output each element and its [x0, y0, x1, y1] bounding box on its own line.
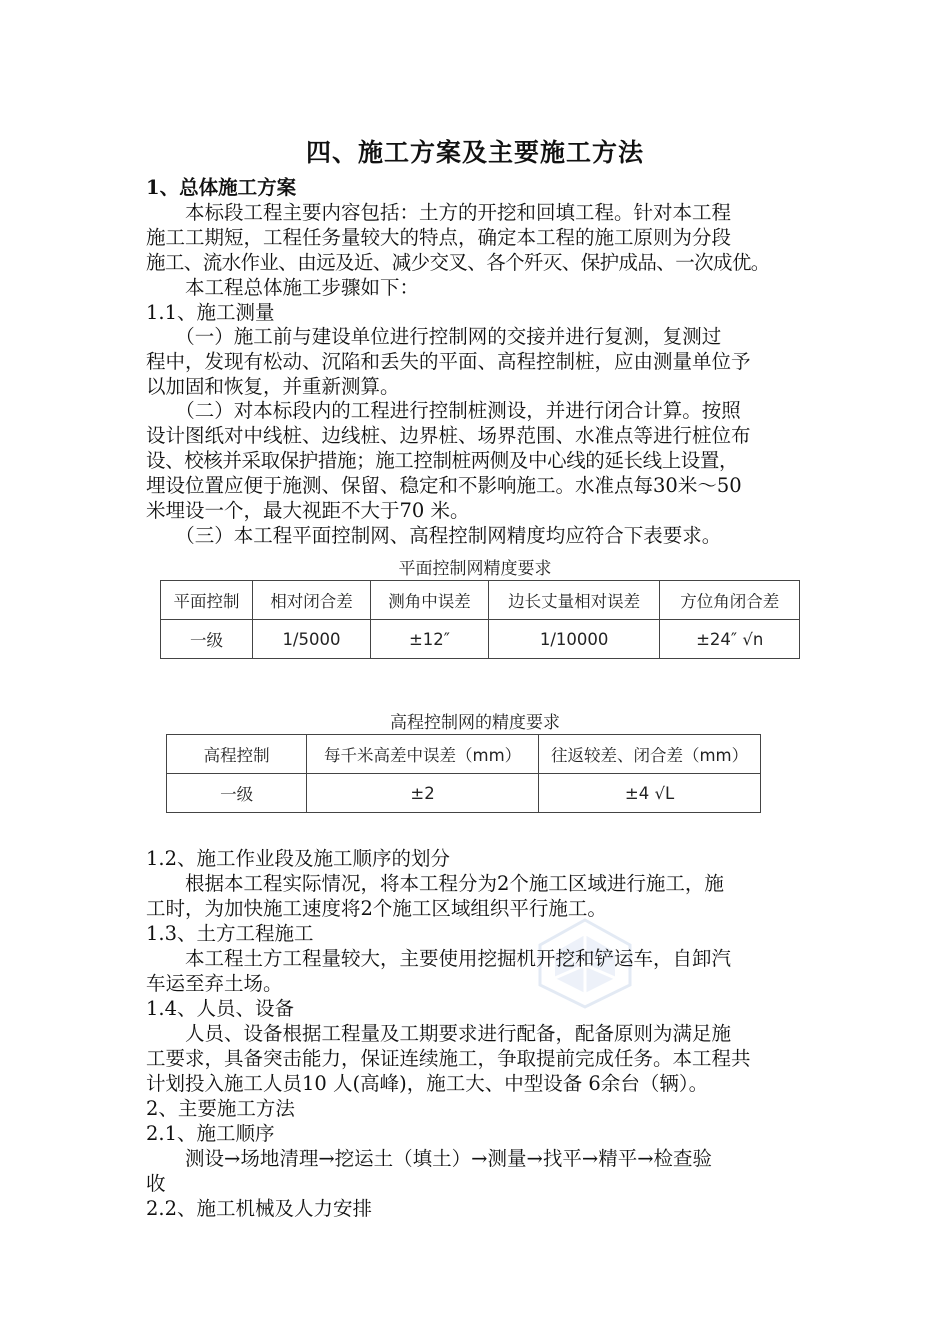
table-header-row: [161, 581, 800, 620]
table-header-cell: 高程控制: [167, 735, 307, 774]
paragraph-line: 设、校核并采取保护措施；施工控制桩两侧及中心线的延长线上设置，: [146, 449, 739, 472]
table-cell: 一级: [161, 620, 253, 659]
paragraph-line: 程中，发现有松动、沉陷和丢失的平面、高程控制桩，应由测量单位予: [146, 350, 751, 373]
paragraph-line: 米埋设一个，最大视距不大于70 米。: [146, 499, 470, 522]
paragraph-line: 本工程土方工程量较大，主要使用挖掘机开挖和铲运车，自卸汽: [146, 947, 732, 970]
table-header-cell: 往返较差、闭合差（mm）: [539, 735, 761, 774]
plane-control-table: [160, 580, 800, 659]
paragraph-line: 测设→场地清理→挖运土（填土）→测量→找平→精平→检查验: [146, 1147, 713, 1170]
page-title: 四、施工方案及主要施工方法: [305, 138, 644, 167]
paragraph-line: 施工、流水作业、由远及近、减少交叉、各个歼灭、保护成品、一次成优。: [146, 251, 770, 274]
table-cell: ±2: [307, 774, 539, 813]
subsection-heading: 1.3、土方工程施工: [146, 922, 314, 945]
paragraph-line: 人员、设备根据工程量及工期要求进行配备，配备原则为满足施: [146, 1022, 732, 1045]
subsection-heading: 1.2、施工作业段及施工顺序的划分: [146, 847, 451, 870]
section-heading: 1、总体施工方案: [146, 176, 297, 199]
paragraph-line: （二）对本标段内的工程进行控制桩测设，并进行闭合计算。按照: [146, 399, 741, 422]
paragraph-line: 埋设位置应便于施测、保留、稳定和不影响施工。水准点每30米～50: [146, 474, 742, 497]
table2-caption: 高程控制网的精度要求: [390, 713, 560, 733]
paragraph-line: 计划投入施工人员10 人(高峰)，施工大、中型设备 6余台（辆）。: [146, 1072, 709, 1095]
table-row: [167, 774, 761, 813]
table-cell: 1/5000: [252, 620, 370, 659]
table-cell: ±12″: [371, 620, 489, 659]
table-cell: ±24″ √n: [660, 620, 800, 659]
paragraph-line: 本工程总体施工步骤如下：: [146, 276, 420, 299]
paragraph-line: 施工工期短，工程任务量较大的特点，确定本工程的施工原则为分段: [146, 226, 732, 249]
paragraph-line: 设计图纸对中线桩、边线桩、边界桩、场界范围、水准点等进行桩位布: [146, 424, 751, 447]
paragraph-line: 车运至弃土场。: [146, 972, 283, 995]
paragraph-line: 以加固和恢复，并重新测算。: [146, 375, 400, 398]
elevation-control-table: [166, 734, 761, 813]
table-header-cell: 方位角闭合差: [660, 581, 800, 620]
table1-caption: 平面控制网精度要求: [398, 559, 552, 579]
subsection-heading: 2.2、施工机械及人力安排: [146, 1197, 373, 1220]
subsection-heading: 2.1、施工顺序: [146, 1122, 275, 1145]
paragraph-line: 工时，为加快施工速度将2个施工区域组织平行施工。: [146, 897, 607, 920]
paragraph-line: 根据本工程实际情况，将本工程分为2个施工区域进行施工，施: [146, 872, 724, 895]
table-header-cell: 平面控制: [161, 581, 253, 620]
table-cell: 一级: [167, 774, 307, 813]
section-heading: 2、主要施工方法: [146, 1097, 295, 1120]
table-header-row: [167, 735, 761, 774]
table-header-cell: 边长丈量相对误差: [488, 581, 660, 620]
table-header-cell: 每千米高差中误差（mm）: [307, 735, 539, 774]
paragraph-line: （一）施工前与建设单位进行控制网的交接并进行复测，复测过: [146, 325, 722, 348]
paragraph-line: 本标段工程主要内容包括：土方的开挖和回填工程。针对本工程: [146, 201, 732, 224]
subsection-heading: 1.1、施工测量: [146, 301, 275, 324]
subsection-heading: 1.4、人员、设备: [146, 997, 295, 1020]
paragraph-line: 工要求，具备突击能力，保证连续施工，争取提前完成任务。本工程共: [146, 1047, 751, 1070]
table-cell: 1/10000: [488, 620, 660, 659]
table-header-cell: 相对闭合差: [252, 581, 370, 620]
paragraph-line: 收: [146, 1172, 166, 1195]
table-row: [161, 620, 800, 659]
paragraph-line: （三）本工程平面控制网、高程控制网精度均应符合下表要求。: [146, 524, 722, 547]
table-cell: ±4 √L: [539, 774, 761, 813]
table-header-cell: 测角中误差: [371, 581, 489, 620]
